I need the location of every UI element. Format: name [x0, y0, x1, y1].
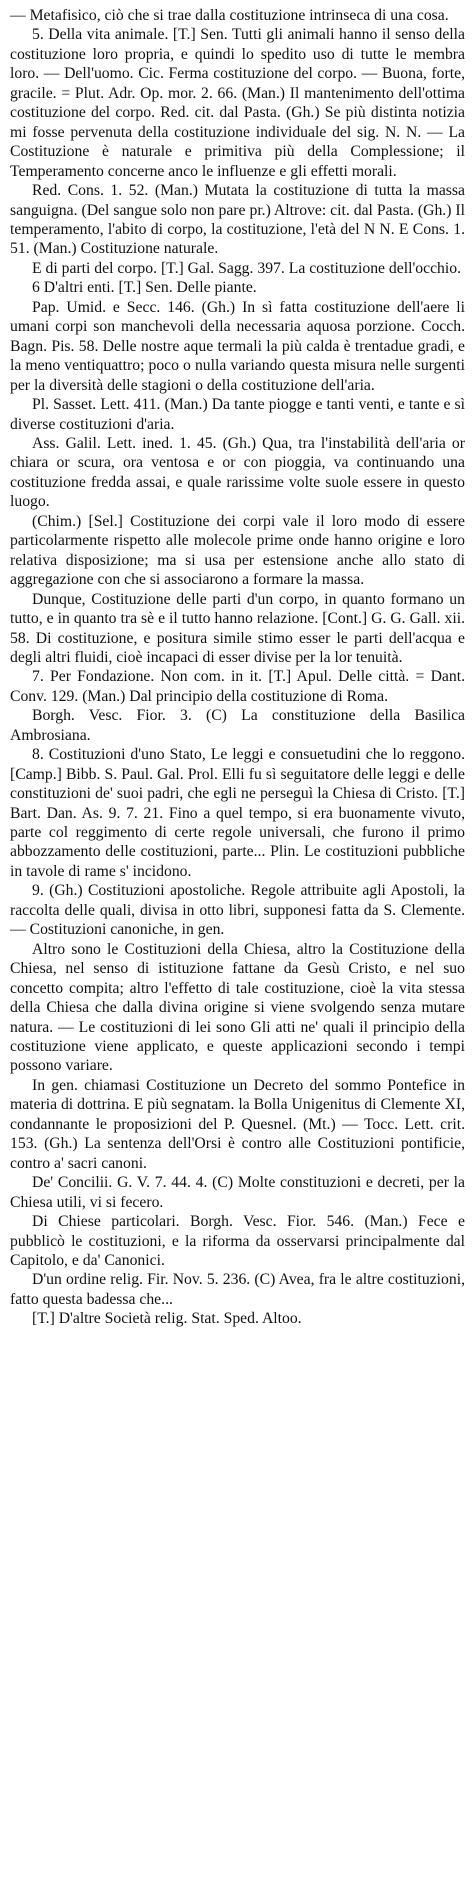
paragraph: [T.] D'altre Società relig. Stat. Sped. Altoo.: [32, 1310, 302, 1328]
paragraph: 7. Per Fondazione. Non com. in it. [T.] Apul. Delle città. = Dant. Conv. 129. (Man.) Dal principio della costituzione di Roma.: [10, 668, 465, 705]
paragraph: (Chim.) [Sel.] Costituzione dei corpi vale il loro modo di essere particolarmente rispetto alle molecole prime onde hanno origine e loro relativa disposizione; ma si usa per estensione anche allo stato di aggregazione con che si associarono a formare la massa.: [10, 512, 465, 589]
paragraph: 5. Della vita animale. [T.] Sen. Tutti gli animali hanno il senso della costituzione loro propria, e quindi lo spedito uso di tutte le membra loro. — Dell'uomo. Cic. Ferma costituzione del corpo. — Buona, forte, gracile. = Plut. Adr. Op. mor. 2. 66. (Man.) Il mantenimento dell'ottima costituzione del corpo. Red. cit. dal Pasta. (Gh.) Se più distinta notizia mi fosse pervenuta della costituzione individuale del sig. N. N. — La Costituzione è naturale e primitiva più della Complessione; il Temperamento concerne anco le influenze e gli effetti morali.: [10, 26, 465, 180]
paragraph: Ass. Galil. Lett. ined. 1. 45. (Gh.) Qua, tra l'instabilità dell'aria or chiara or scura, ora ventosa e or con pioggia, va continuando una costituzione fredda assai, e quale rarissime volte suole essere in questo luogo.: [10, 434, 465, 511]
paragraph: De' Concilii. G. V. 7. 44. 4. (C) Molte constituzioni e decreti, per la Chiesa utili, vi si fecero.: [10, 1174, 465, 1211]
paragraph: Borgh. Vesc. Fior. 3. (C) La constituzione della Basilica Ambrosiana.: [10, 707, 465, 744]
paragraph: 9. (Gh.) Costituzioni apostoliche. Regole attribuite agli Apostoli, la raccolta delle quali, divisa in otto libri, supponesi fatta da S. Clemente. — Costituzioni canoniche, in gen.: [10, 882, 465, 939]
paragraph: D'un ordine relig. Fir. Nov. 5. 236. (C) Avea, fra le altre costituzioni, fatto questa badessa che...: [10, 1271, 465, 1308]
paragraph: Altro sono le Costituzioni della Chiesa, altro la Costituzione della Chiesa, nel senso di istituzione fattane da Gesù Cristo, e nel suo concetto compita; altro l'effetto di tale costituzione, cioè la vita stessa della Chiesa che dalla divina origine si viene svolgendo senza mutare natura. — Le costituzioni di lei sono Gli atti ne' quali il principio della costituzione viene applicato, e queste applicazioni secondo i tempi possono variare.: [10, 940, 465, 1075]
paragraph: Pap. Umid. e Secc. 146. (Gh.) In sì fatta costituzione dell'aere li umani corpi son manchevoli della necessaria aquosa porzione. Cocch. Bagn. Pis. 58. Delle nostre aque termali la più calda è trentadue gradi, e la meno ventiquattro; poco o nulla variando questa misura nelle surgenti per la diversità delle stagioni o della costituzione dell'aria.: [10, 298, 465, 394]
paragraph: 8. Costituzioni d'uno Stato, Le leggi e consuetudini che lo reggono. [Camp.] Bibb. S. Paul. Gal. Prol. Elli fu sì seguitatore delle leggi e delle constituzioni de' suoi padri, che egli ne perseguì la Chiesa di Cristo. [T.] Bart. Dan. As. 9. 7. 21. Fino a quel tempo, si era buonamente vivuto, parte col reggimento di certe regole universali, che furono il primo abbozzamento delle costituzioni, parte... Plin. Le costituzioni pubbliche in tavole di rame s' incidono.: [10, 746, 465, 880]
paragraph: Red. Cons. 1. 52. (Man.) Mutata la costituzione di tutta la massa sanguigna. (Del sangue solo non pare pr.) Altrove: cit. dal Pasta. (Gh.) Il temperamento, l'abito di corpo, la costituzione, l'età del N N. E Cons. 1. 51. (Man.) Costituzione naturale.: [10, 182, 465, 258]
paragraph: Di Chiese particolari. Borgh. Vesc. Fior. 546. (Man.) Fece e pubblicò le costituzioni, e la riforma da osservarsi principalmente dal Capitolo, e da' Canonici.: [10, 1213, 465, 1269]
paragraph: — Metafisico, ciò che si trae dalla costituzione intrinseca di una cosa.: [10, 7, 449, 24]
paragraph: Pl. Sasset. Lett. 411. (Man.) Da tante piogge e tanti venti, e tante e sì diverse costituzioni d'aria.: [10, 396, 465, 433]
paragraph: 6 D'altri enti. [T.] Sen. Delle piante.: [32, 279, 257, 297]
paragraph: E di parti del corpo. [T.] Gal. Sagg. 397. La costituzione dell'occhio.: [32, 259, 462, 277]
paragraph: Dunque, Costituzione delle parti d'un corpo, in quanto formano un tutto, e in quanto tra sè e il tutto hanno relazione. [Cont.] G. G. Gall. xii. 58. Di costituzione, e positura simile stimo esser le parti dell'acqua e degli altri fluidi, cioè incapaci di esser divise per la lor tenuità.: [10, 590, 465, 666]
paragraph: In gen. chiamasi Costituzione un Decreto del sommo Pontefice in materia di dottrina. E più segnatam. la Bolla Unigenitus di Clemente XI, condannante le proposizioni del P. Quesnel. (Mt.) — Tocc. Lett. crit. 153. (Gh.) La sentenza dell'Orsi è contro alle Costituzioni pontificie, contro a' sacri canoni.: [10, 1076, 465, 1172]
